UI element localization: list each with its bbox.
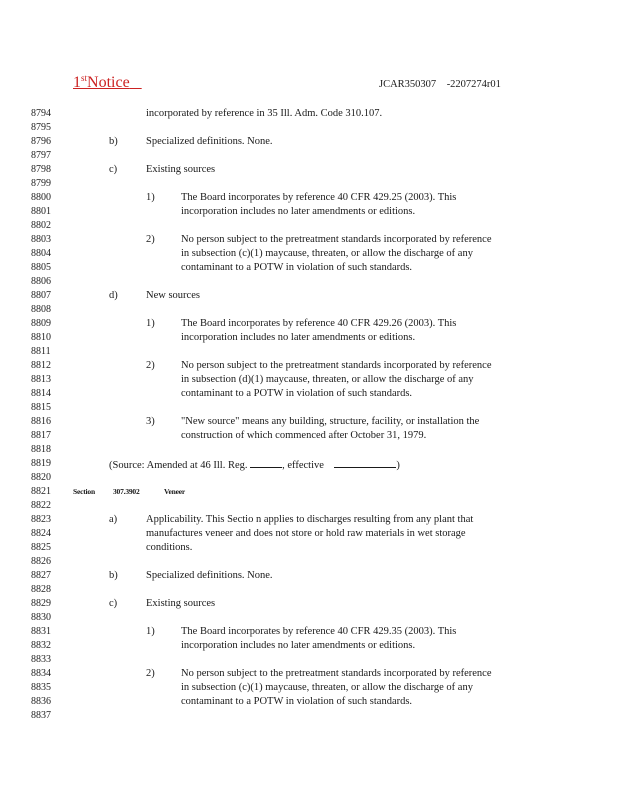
line-number: 8798 (31, 164, 51, 175)
line-text: incorporation includes no later amendments or editions. (181, 332, 416, 343)
line-text: in subsection (c)(1) maycause, threaten, or allow the discharge of any (181, 682, 473, 693)
line-number: 8803 (31, 234, 51, 245)
line-number: 8833 (31, 654, 51, 665)
item-label: 3) (146, 416, 155, 427)
line-8800 (0, 191, 618, 205)
line-number: 8829 (31, 598, 51, 609)
line-number: 8824 (31, 528, 51, 539)
line-number: 8799 (31, 178, 51, 189)
line-8803 (0, 233, 618, 247)
line-8829 (0, 597, 618, 611)
line-8821 (0, 485, 618, 499)
line-number: 8837 (31, 710, 51, 721)
line-number: 8811 (31, 346, 51, 357)
item-label: 1) (146, 626, 155, 637)
line-8819 (0, 457, 618, 471)
document-body (0, 107, 618, 723)
line-text: contaminant to a POTW in violation of such standards. (181, 388, 413, 399)
line-text: "New source" means any building, structure, facility, or installation the (181, 416, 480, 427)
source-note: (Source: Amended at 46 Ill. Reg. , effective ) (109, 457, 400, 473)
line-number: 8817 (31, 430, 51, 441)
line-number: 8810 (31, 332, 51, 343)
line-number: 8819 (31, 458, 51, 469)
line-number: 8809 (31, 318, 51, 329)
line-8794 (0, 107, 618, 121)
line-number: 8828 (31, 584, 51, 595)
line-8805 (0, 261, 618, 275)
line-8806 (0, 275, 618, 289)
line-text: Existing sources (146, 164, 216, 175)
line-8798 (0, 163, 618, 177)
line-8835 (0, 681, 618, 695)
line-text: in subsection (c)(1) maycause, threaten, or allow the discharge of any (181, 248, 473, 259)
line-number: 8797 (31, 150, 51, 161)
line-8817 (0, 429, 618, 443)
line-8797 (0, 149, 618, 163)
line-number: 8804 (31, 248, 51, 259)
line-number: 8831 (31, 626, 51, 637)
document-id: JCAR350307 -2207274r01 (379, 79, 501, 90)
line-8820 (0, 471, 618, 485)
line-number: 8801 (31, 206, 51, 217)
line-8822 (0, 499, 618, 513)
line-8828 (0, 583, 618, 597)
line-text: conditions. (146, 542, 193, 553)
line-number: 8807 (31, 290, 51, 301)
line-text: No person subject to the pretreatment standards incorporated by reference (181, 360, 492, 371)
line-number: 8806 (31, 276, 51, 287)
line-8825 (0, 541, 618, 555)
section-number: 307.3902 (113, 487, 140, 496)
line-text: Specialized definitions. None. (146, 136, 273, 147)
line-number: 8820 (31, 472, 51, 483)
line-number: 8814 (31, 388, 51, 399)
item-label: b) (109, 136, 118, 147)
line-8824 (0, 527, 618, 541)
item-label: 2) (146, 234, 155, 245)
line-number: 8821 (31, 486, 51, 497)
line-number: 8815 (31, 402, 51, 413)
line-number: 8795 (31, 122, 51, 133)
line-8837 (0, 709, 618, 723)
section-title: Veneer (164, 487, 186, 496)
line-number: 8808 (31, 304, 51, 315)
line-number: 8834 (31, 668, 51, 679)
line-8804 (0, 247, 618, 261)
line-text: in subsection (d)(1) maycause, threaten, or allow the discharge of any (181, 374, 474, 385)
line-number: 8818 (31, 444, 51, 455)
line-text: Specialized definitions. None. (146, 570, 273, 581)
line-number: 8827 (31, 570, 51, 581)
line-8802 (0, 219, 618, 233)
line-number: 8825 (31, 542, 51, 553)
line-8807 (0, 289, 618, 303)
item-label: b) (109, 570, 118, 581)
line-number: 8822 (31, 500, 51, 511)
line-8809 (0, 317, 618, 331)
line-text: construction of which commenced after October 31, 1979. (181, 430, 427, 441)
item-label: 2) (146, 360, 155, 371)
line-text: manufactures veneer and does not store or hold raw materials in wet storage (146, 528, 466, 539)
line-text: contaminant to a POTW in violation of such standards. (181, 696, 413, 707)
line-text: incorporated by reference in 35 Ill. Adm. Code 310.107. (146, 108, 383, 119)
line-number: 8835 (31, 682, 51, 693)
line-8810 (0, 331, 618, 345)
line-8814 (0, 387, 618, 401)
line-text: No person subject to the pretreatment standards incorporated by reference (181, 234, 492, 245)
line-number: 8794 (31, 108, 51, 119)
line-text: contaminant to a POTW in violation of such standards. (181, 262, 413, 273)
line-8831 (0, 625, 618, 639)
section-label: Section (73, 487, 95, 496)
line-text: The Board incorporates by reference 40 CFR 429.25 (2003). This (181, 192, 457, 203)
line-text: No person subject to the pretreatment standards incorporated by reference (181, 668, 492, 679)
line-8812 (0, 359, 618, 373)
line-text: The Board incorporates by reference 40 CFR 429.26 (2003). This (181, 318, 457, 329)
line-text: Existing sources (146, 598, 216, 609)
item-label: c) (109, 164, 118, 175)
line-8808 (0, 303, 618, 317)
line-8823 (0, 513, 618, 527)
line-8834 (0, 667, 618, 681)
item-label: 1) (146, 192, 155, 203)
notice-heading: 1stNotice (73, 73, 130, 91)
line-8801 (0, 205, 618, 219)
item-label: d) (109, 290, 118, 301)
line-number: 8796 (31, 136, 51, 147)
line-number: 8826 (31, 556, 51, 567)
line-number: 8813 (31, 374, 51, 385)
line-number: 8836 (31, 696, 51, 707)
line-number: 8802 (31, 220, 51, 231)
line-text: New sources (146, 290, 200, 301)
line-8827 (0, 569, 618, 583)
line-number: 8832 (31, 640, 51, 651)
line-number: 8800 (31, 192, 51, 203)
line-8836 (0, 695, 618, 709)
item-label: 2) (146, 668, 155, 679)
blank-register-number (250, 457, 282, 468)
line-number: 8812 (31, 360, 51, 371)
line-8832 (0, 639, 618, 653)
line-number: 8805 (31, 262, 51, 273)
line-number: 8830 (31, 612, 51, 623)
line-8816 (0, 415, 618, 429)
line-8830 (0, 611, 618, 625)
blank-effective-date (334, 457, 396, 468)
line-number: 8823 (31, 514, 51, 525)
line-text: Applicability. This Sectio n applies to discharges resulting from any plant that (146, 514, 474, 525)
item-label: 1) (146, 318, 155, 329)
item-label: c) (109, 598, 118, 609)
line-8811 (0, 345, 618, 359)
line-8815 (0, 401, 618, 415)
line-number: 8816 (31, 416, 51, 427)
line-8818 (0, 443, 618, 457)
line-text: The Board incorporates by reference 40 CFR 429.35 (2003). This (181, 626, 457, 637)
line-8826 (0, 555, 618, 569)
line-8799 (0, 177, 618, 191)
line-text: incorporation includes no later amendments or editions. (181, 206, 416, 217)
line-8813 (0, 373, 618, 387)
line-text: incorporation includes no later amendments or editions. (181, 640, 416, 651)
item-label: a) (109, 514, 118, 525)
line-8796 (0, 135, 618, 149)
line-8833 (0, 653, 618, 667)
page-header (0, 74, 618, 96)
line-8795 (0, 121, 618, 135)
